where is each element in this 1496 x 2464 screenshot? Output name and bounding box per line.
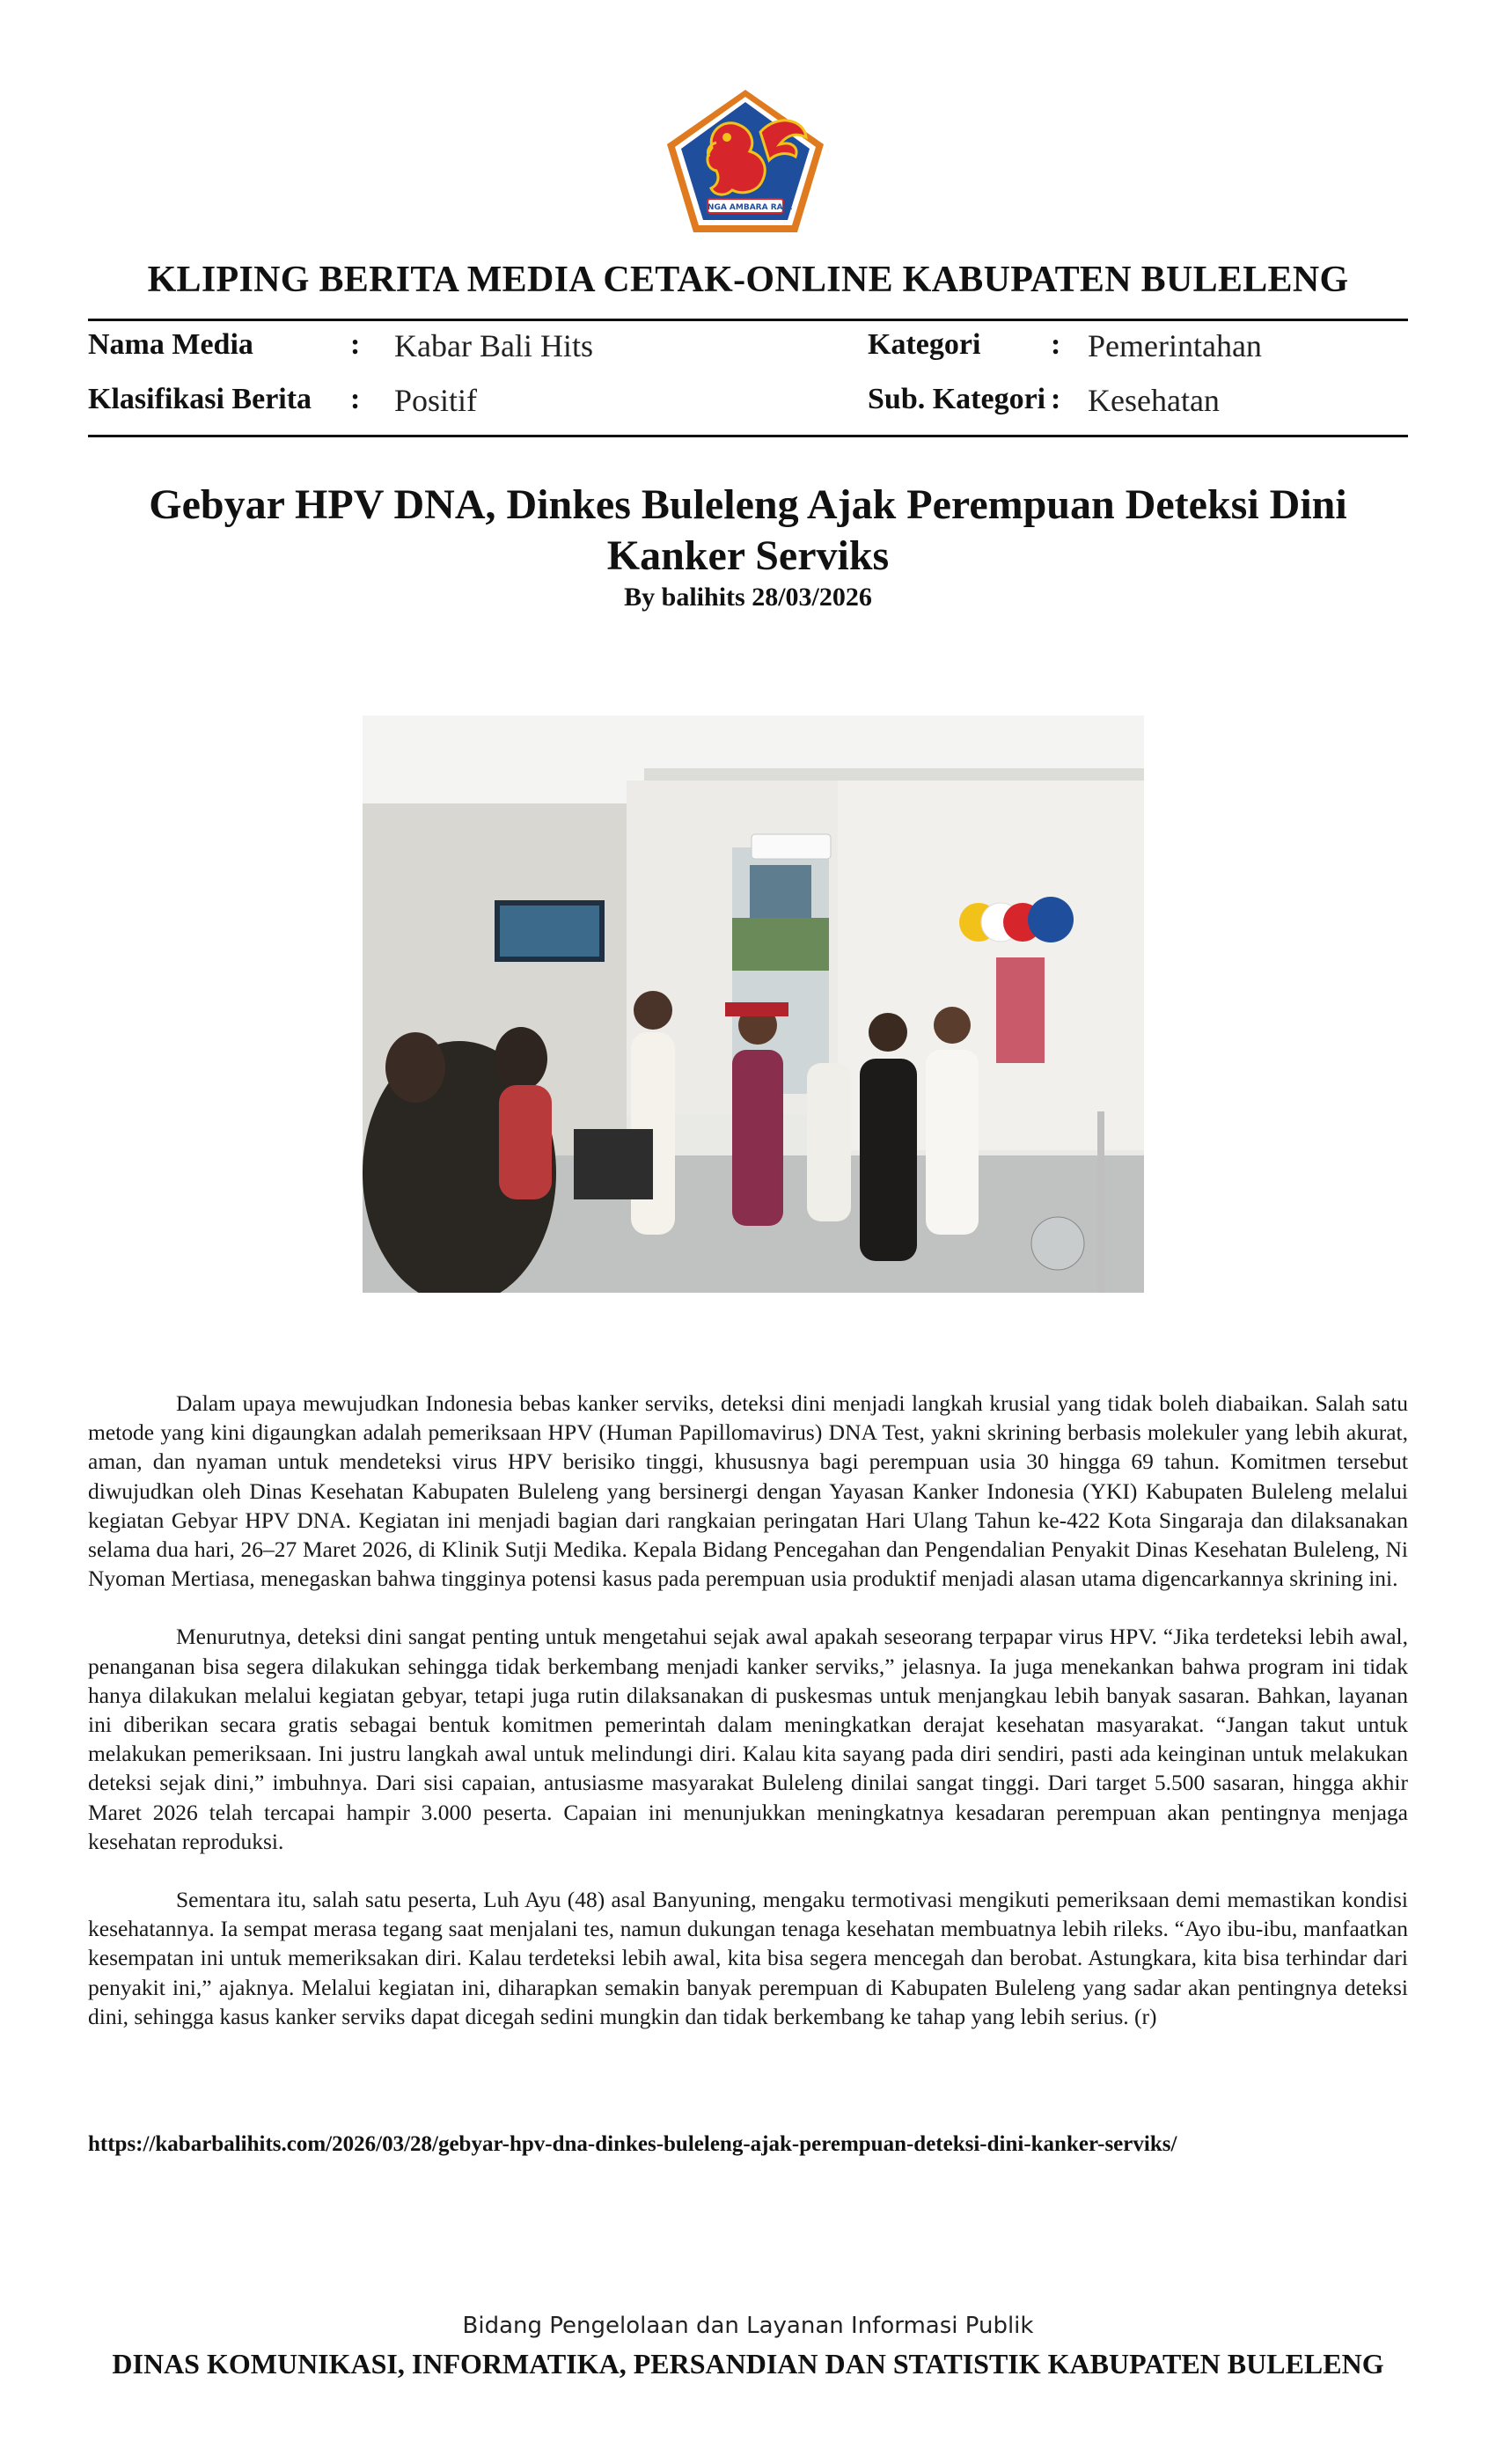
subkategori-label: Sub. Kategori <box>868 383 1046 415</box>
footer-division: Bidang Pengelolaan dan Layanan Informasi Publik <box>462 2313 1034 2339</box>
article-paragraph-1: Dalam upaya mewujudkan Indonesia bebas kanker serviks, deteksi dini menjadi langkah krusial yang tidak boleh diabaikan. Salah satu metode yang kini digaungkan adalah pemeriksaan HPV (Human Papillomavirus) DNA Test, yakni skrining berbasis molekuler yang lebih akurat, aman, dan nyaman untuk mendeteksi virus HPV berisiko tinggi, khususnya bagi perempuan usia 30 hingga 69 tahun. Komitmen tersebut diwujudkan oleh Dinas Kesehatan Kabupaten Buleleng yang bersinergi dengan Yayasan Kanker Indonesia (YKI) Kabupaten Buleleng melalui kegiatan Gebyar HPV DNA. Kegiatan ini menjadi bagian dari rangkaian peringatan Hari Ulang Tahun ke-422 Kota Singaraja dan dilaksanakan selama dua hari, 26–27 Maret 2026, di Klinik Sutji Medika. Kepala Bidang Pencegahan dan Pengendalian Penyakit Dinas Kesehatan Buleleng, Ni Nyoman Mertiasa, menegaskan bahwa tingginya potensi kasus pada perempuan usia produktif menjadi alasan utama digencarkannya skrining ini. <box>88 1390 1408 1592</box>
klasifikasi-label: Klasifikasi Berita <box>88 383 312 415</box>
subkategori-colon: : <box>1051 383 1061 415</box>
kategori-label: Kategori <box>868 328 981 361</box>
article-photo <box>363 715 1144 1293</box>
article-paragraph-2: Menurutnya, deteksi dini sangat penting untuk mengetahui sejak awal apakah seseorang terpapar virus HPV. “Jika terdeteksi lebih awal, penanganan bisa segera dilakukan sehingga tidak berkembang menjadi kanker serviks,” jelasnya. Ia juga menekankan bahwa program ini tidak hanya dilakukan melalui kegiatan gebyar, tetapi juga rutin dilaksanakan di puskesmas untuk menjangkau lebih banyak sasaran. Bahkan, layanan ini diberikan secara gratis sebagai bentuk komitmen pemerintah dalam meningkatkan derajat kesehatan masyarakat. “Jangan takut untuk melakukan pemeriksaan. Ini justru langkah awal untuk melindungi diri. Kalau kita sayang pada diri sendiri, pasti ada keinginan untuk melakukan deteksi sejak dini,” imbuhnya. Dari sisi capaian, antusiasme masyarakat Buleleng dinilai sangat tinggi. Dari target 5.500 sasaran, hingga akhir Maret 2026 telah tercapai hampir 3.000 peserta. Capaian ini menunjukkan meningkatnya kesadaran perempuan akan pentingnya menjaga kesehatan reproduksi. <box>88 1624 1408 1854</box>
klasifikasi-value: Positif <box>394 383 478 418</box>
article-body <box>88 1389 1408 2060</box>
document-header-title: KLIPING BERITA MEDIA CETAK-ONLINE KABUPATEN BULELENG <box>147 260 1349 300</box>
singa-ambara-raja-logo <box>664 86 827 236</box>
subkategori-value: Kesehatan <box>1088 383 1220 418</box>
article-title: Gebyar HPV DNA, Dinkes Buleleng Ajak Perempuan Deteksi Dini Kanker Serviks <box>149 481 1347 579</box>
source-url-link[interactable]: https://kabarbalihits.com/2026/03/28/gebyar-hpv-dna-dinkes-buleleng-ajak-perempuan-deteksi-dini-kanker-serviks/ <box>88 2132 1177 2156</box>
media-colon: : <box>350 328 361 361</box>
article-paragraph-3: Sementara itu, salah satu peserta, Luh Ayu (48) asal Banyuning, mengaku termotivasi mengikuti pemeriksaan demi memastikan kondisi kesehatannya. Ia sempat merasa tegang saat menjalani tes, namun dukungan tenaga kesehatan membuatnya lebih rileks. “Ayo ibu-ibu, manfaatkan kesempatan ini untuk memeriksakan diri. Kalau terdeteksi lebih awal, kita bisa segera mencegah dan berobat. Astungkara, kita bisa terhindar dari penyakit ini,” ajaknya. Melalui kegiatan ini, diharapkan semakin banyak perempuan di Kabupaten Buleleng yang sadar akan pentingnya deteksi dini, sehingga kasus kanker serviks dapat dicegah sedini mungkin dan tidak berkembang ke tahap yang lebih serius. (r) <box>88 1887 1408 2029</box>
media-label: Nama Media <box>88 328 253 361</box>
kategori-value: Pemerintahan <box>1088 328 1262 363</box>
kategori-colon: : <box>1051 328 1061 361</box>
media-value: Kabar Bali Hits <box>394 328 593 363</box>
klasifikasi-colon: : <box>350 383 361 415</box>
logo-caption: SINGA AMBARA RAJA <box>699 203 792 212</box>
footer-agency: DINAS KOMUNIKASI, INFORMATIKA, PERSANDIAN DAN STATISTIK KABUPATEN BULELENG <box>112 2348 1384 2380</box>
header-divider-bottom <box>88 435 1408 437</box>
header-divider-top <box>88 319 1408 321</box>
article-byline: By balihits 28/03/2026 <box>624 583 872 612</box>
